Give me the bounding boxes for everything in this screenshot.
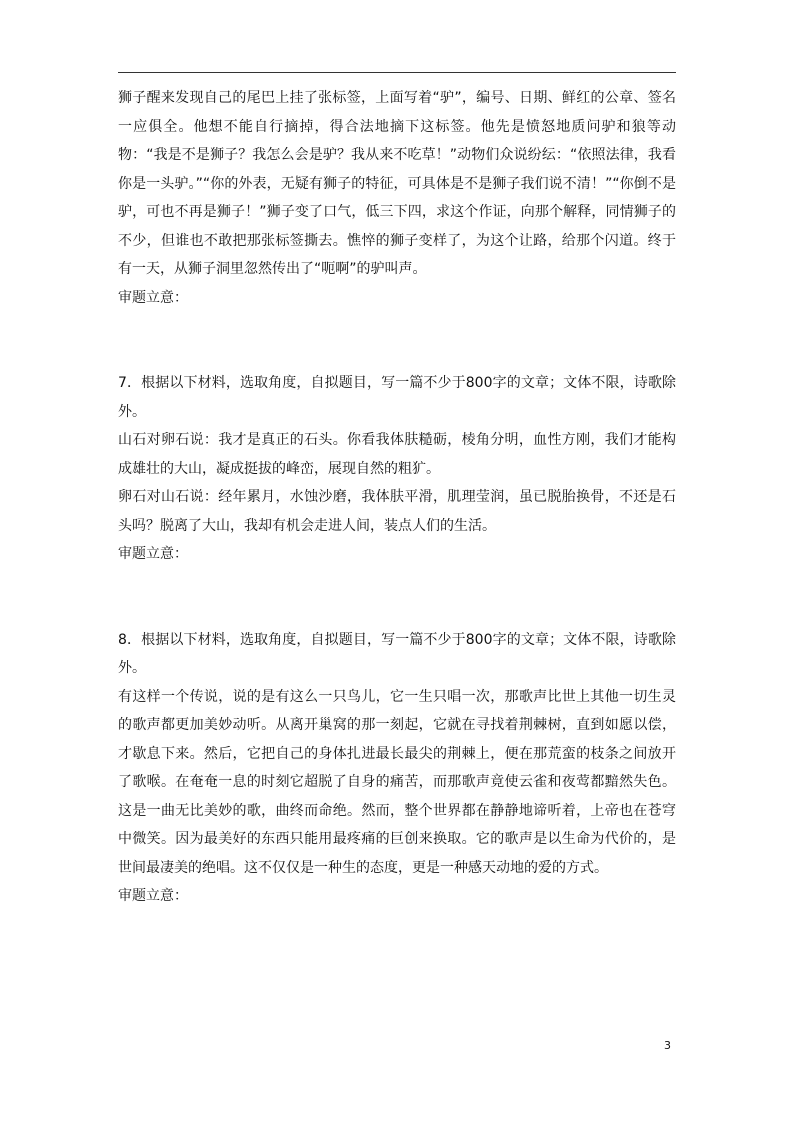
question-6-material: 狮子醒来发现自己的尾巴上挂了张标签，上面写着“驴”，编号、日期、鲜红的公章、签名一应俱全。他想不能自行摘掉，得合法地摘下这标签。他先是愤怒地质问驴和狼等动物：“我是不是狮子？我怎么会是驴？我从来不吃草！”动物们众说纷纭：“依照法律，我看你是一头驴。”“你的外表，无疑有狮子的特征，可具体是不是狮子我们说不清！”“你倒不是驴，可也不再是狮子！”狮子变了口气，低三下四，求这个作证，向那个解释，同情狮子的不少，但谁也不敢把那张标签撕去。憔悴的狮子变样了，为这个让路，给那个闪道。终于有一天，从狮子洞里忽然传出了“呃啊”的驴叫声。: [118, 90, 676, 277]
question-7-section: [118, 369, 676, 569]
question-6-answer-label: 审题立意：: [118, 289, 188, 306]
answer-space: [118, 312, 676, 369]
page-number: 3: [664, 1039, 671, 1052]
question-8-answer-label: 审题立意：: [118, 888, 188, 904]
question-8-material: 有这样一个传说，说的是有这么一只鸟儿，它一生只唱一次，那歌声比世上其他一切生灵的歌声都更加美妙动听。从离开巢窝的那一刻起，它就在寻找着荆棘树，直到如愿以偿，才歇息下来。然后，它把自己的身体扎进最长最尖的荆棘上，便在那荒蛮的枝条之间放开了歌喉。在奄奄一息的时刻它超脱了自身的痛苦，而那歌声竟使云雀和夜莺都黯然失色。这是一曲无比美妙的歌，曲终而命绝。然而，整个世界都在静静地谛听着，上帝也在苍穹中微笑。因为最美好的东西只能用最疼痛的巨创来换取。它的歌声是以生命为代价的，是世间最凄美的绝唱。这不仅仅是一种生的态度，更是一种感天动地的爱的方式。: [118, 688, 676, 876]
question-8-section: [118, 626, 676, 911]
question-8-prompt: 8．根据以下材料，选取角度，自拟题目，写一篇不少于800字的文章；文体不限，诗歌除外。: [118, 631, 676, 676]
question-7-prompt: 7．根据以下材料，选取角度，自拟题目，写一篇不少于800字的文章；文体不限，诗歌除外。: [118, 375, 676, 420]
question-7-answer-label: 审题立意：: [118, 546, 188, 562]
question-7-material-line-2: 卵石对山石说：经年累月，水蚀沙磨，我体肤平滑，肌理莹润，虽已脱胎换骨，不还是石头吗？脱离了大山，我却有机会走进人间，装点人们的生活。: [118, 489, 676, 534]
answer-space: [118, 569, 676, 626]
question-6-section: [118, 84, 676, 312]
question-7-material-line-1: 山石对卵石说：我才是真正的石头。你看我体肤糙砺，棱角分明，血性方刚，我们才能构成雄壮的大山，凝成挺拔的峰峦，展现自然的粗犷。: [118, 432, 676, 477]
header-rule: [118, 72, 676, 73]
document-body: [118, 84, 676, 911]
